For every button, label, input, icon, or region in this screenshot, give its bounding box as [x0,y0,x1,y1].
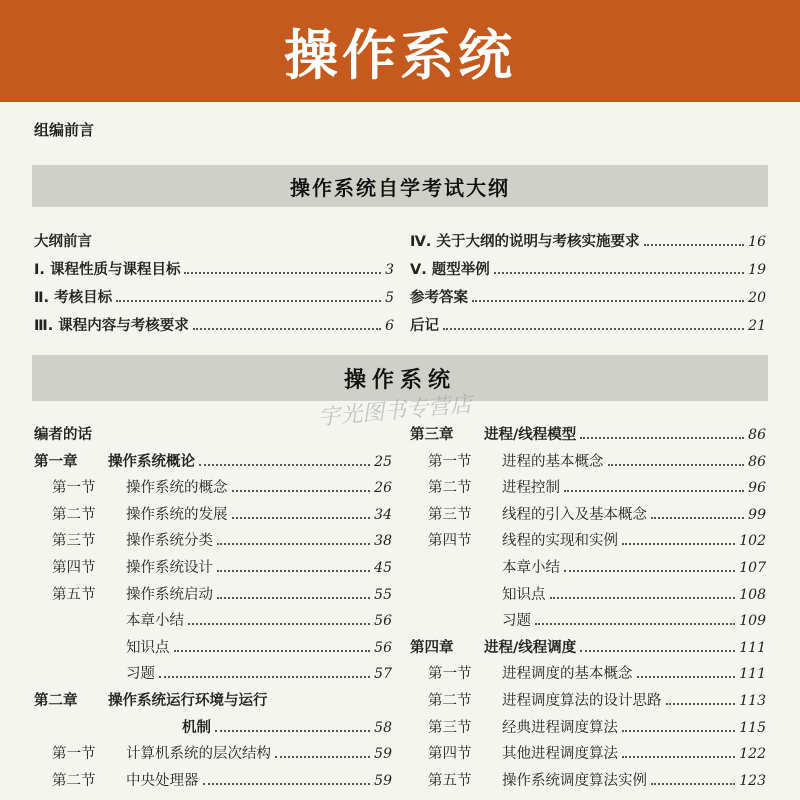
toc-entry-label: 计算机系统的层次结构 [126,746,271,763]
toc-entry [52,769,392,791]
toc-leader-dots [550,597,736,599]
toc-entry [428,583,766,605]
toc-leader-dots [580,650,735,652]
toc-entry-label: 进程/线程调度 [484,639,577,656]
toc-entry-page: 57 [374,666,392,683]
toc-entry-label: 知识点 [126,639,170,656]
toc-entry-label: 大纲前言 [34,234,92,250]
toc-entry-chapter: 第三节 [428,719,472,736]
toc-entry-page: 56 [374,639,392,656]
toc-entry-label: 进程/线程模型 [484,427,577,443]
toc-entry [52,636,392,658]
toc-entry-page: 111 [739,639,766,656]
toc-leader-dots [275,756,370,758]
toc-entry-label: 进程控制 [502,480,560,497]
toc-leader-dots [637,676,736,678]
toc-entry [410,314,766,336]
toc-entry [52,529,392,551]
toc-entry-label: Ⅱ. 考核目标 [34,290,113,306]
toc-entry-page: 56 [374,613,392,630]
toc-entry-page: 20 [748,290,766,306]
toc-entry [410,230,766,252]
toc-entry [52,503,392,525]
toc-entry-chapter: 第三节 [52,533,96,550]
toc-leader-dots [217,570,370,572]
toc-entry [428,556,766,578]
toc-entry-label: 其他进程调度算法 [502,746,618,763]
toc-entry [428,742,766,764]
toc-entry-label: 操作系统调度算法实例 [502,772,647,789]
toc-entry-label: 操作系统概论 [108,453,195,470]
toc-entry-label: 本章小结 [126,613,184,630]
toc-entry [428,503,766,525]
toc-entry [108,716,392,738]
toc-leader-dots [193,328,381,330]
toc-leader-dots [116,300,381,302]
toc-leader-dots [184,272,381,274]
toc-entry-page: 25 [374,453,392,470]
toc-leader-dots [217,543,370,545]
toc-entry-label: 机制 [182,719,211,736]
toc-entry [410,423,766,445]
toc-entry-chapter: 第四节 [428,533,472,550]
toc-entry-page: 55 [374,586,392,603]
toc-entry-page: 111 [739,666,766,683]
toc-entry [428,769,766,791]
toc-leader-dots [622,756,735,758]
toc-entry [52,662,392,684]
toc-entry-page: 86 [748,453,766,470]
toc-leader-dots [608,464,745,466]
toc-entry-label: Ⅲ. 课程内容与考核要求 [34,318,189,334]
toc-entry-page: 59 [374,772,392,789]
toc-entry [410,636,766,658]
toc-leader-dots [494,272,744,274]
toc-entry-label: 知识点 [502,586,546,603]
toc-entry-page: 21 [748,318,766,334]
toc-entry-page: 96 [748,480,766,497]
toc-entry [428,716,766,738]
toc-entry-page: 19 [748,262,766,278]
toc-leader-dots [443,328,744,330]
toc-entry-label: 后记 [410,318,439,334]
toc-entry-label: 习题 [502,613,531,630]
toc-entry-label: 本章小结 [502,560,560,576]
toc-entry [428,662,766,684]
toc-leader-dots [174,650,371,652]
toc-entry-chapter: 第四节 [52,560,96,576]
toc-entry [34,230,394,252]
toc-leader-dots [232,490,371,492]
toc-entry-page: 6 [385,318,394,334]
toc-entry-page: 108 [739,586,766,603]
toc-entry [410,286,766,308]
toc-entry-label: 操作系统的概念 [126,480,228,497]
toc-leader-dots [580,437,744,439]
toc-leader-dots [622,543,735,545]
toc-entry-chapter: 第四节 [428,746,472,763]
toc-entry-label: 进程调度的基本概念 [502,666,633,683]
toc-entry-page: 113 [739,693,766,709]
toc-entry-label: 参考答案 [410,290,468,306]
toc-page [0,102,800,800]
toc-entry-chapter: 第五节 [52,586,96,603]
toc-entry [52,556,392,578]
toc-entry [34,689,392,711]
toc-entry-chapter: 第四章 [410,639,454,656]
toc-entry [52,583,392,605]
toc-leader-dots [535,623,735,625]
toc-entry-label: 编者的话 [34,427,92,443]
toc-entry-page: 26 [374,480,392,497]
toc-entry [34,258,394,280]
toc-leader-dots [159,676,370,678]
toc-entry-label: 中央处理器 [126,772,199,789]
toc-entry-page: 109 [739,613,766,630]
watermark: 宇光图书专营店 [317,392,473,431]
toc-entry-label: 经典进程调度算法 [502,719,618,736]
toc-entry-page: 102 [739,533,766,550]
toc-leader-dots [622,730,735,732]
toc-leader-dots [217,597,370,599]
toc-entry [34,314,394,336]
toc-leader-dots [644,244,745,246]
preface-entry: 组编前言 [34,121,95,139]
toc-entry-chapter: 第五节 [428,772,472,789]
toc-entry-chapter: 第一章 [34,453,78,470]
toc-leader-dots [666,703,736,705]
toc-entry-label: Ⅴ. 题型举例 [410,262,490,278]
toc-entry [52,609,392,631]
toc-leader-dots [564,570,735,572]
toc-entry [52,476,392,498]
toc-entry-page: 38 [374,533,392,550]
toc-entry-label: 操作系统分类 [126,533,213,550]
toc-leader-dots [564,490,744,492]
toc-entry-label: 操作系统设计 [126,560,213,576]
toc-leader-dots [651,517,744,519]
toc-entry-label: 操作系统启动 [126,586,213,603]
toc-entry-chapter: 第一节 [428,666,472,683]
toc-leader-dots [215,730,370,732]
toc-entry-chapter: 第一节 [428,453,472,470]
toc-entry-chapter: 第一节 [52,746,96,763]
toc-entry-page: 59 [374,746,392,763]
toc-entry-chapter: 第二节 [52,772,96,789]
toc-entry-chapter: 第二节 [52,506,96,523]
toc-leader-dots [188,623,370,625]
toc-entry [34,286,394,308]
toc-entry [428,529,766,551]
toc-entry-chapter: 第三章 [410,427,454,443]
toc-entry-chapter: 第二节 [428,480,472,497]
toc-leader-dots [199,464,370,466]
toc-entry [34,450,392,472]
book-heading: 操作系统 [32,355,768,401]
toc-entry-label: Ⅳ. 关于大纲的说明与考核实施要求 [410,234,640,250]
toc-entry-page: 3 [385,262,394,278]
toc-entry-label: 进程调度算法的设计思路 [502,693,662,709]
toc-entry [428,476,766,498]
toc-entry-label: 线程的引入及基本概念 [502,506,647,523]
toc-entry-label: Ⅰ. 课程性质与课程目标 [34,262,181,278]
toc-entry-page: 58 [374,719,392,736]
toc-leader-dots [472,300,744,302]
toc-entry-chapter: 第一节 [52,480,96,497]
toc-entry-label: 习题 [126,666,155,683]
toc-entry-page: 86 [748,427,766,443]
toc-entry [428,450,766,472]
outline-heading: 操作系统自学考试大纲 [32,165,768,207]
toc-entry [428,689,766,711]
toc-entry-page: 16 [748,234,766,250]
toc-entry-label: 线程的实现和实例 [502,533,618,550]
toc-entry [428,609,766,631]
toc-entry-page: 34 [374,506,392,523]
toc-leader-dots [203,783,371,785]
toc-entry-page: 45 [374,560,392,576]
toc-entry-label: 操作系统的发展 [126,506,228,523]
toc-entry-page: 107 [739,560,766,576]
toc-entry-page: 115 [739,719,766,736]
toc-entry [34,423,392,445]
toc-leader-dots [232,517,371,519]
toc-entry-chapter: 第三节 [428,506,472,523]
toc-entry-label: 进程的基本概念 [502,453,604,470]
toc-leader-dots [651,783,735,785]
toc-entry-chapter: 第二节 [428,693,472,709]
toc-entry [52,742,392,764]
toc-entry-page: 99 [748,506,766,523]
toc-entry-page: 123 [739,772,766,789]
title-banner [0,0,800,102]
toc-entry-page: 122 [739,746,766,763]
toc-entry-label: 操作系统运行环境与运行 [108,693,268,709]
toc-entry-chapter: 第二章 [34,693,78,709]
toc-entry-page: 5 [385,290,394,306]
banner-title: 操作系统 [284,23,516,87]
toc-entry [410,258,766,280]
